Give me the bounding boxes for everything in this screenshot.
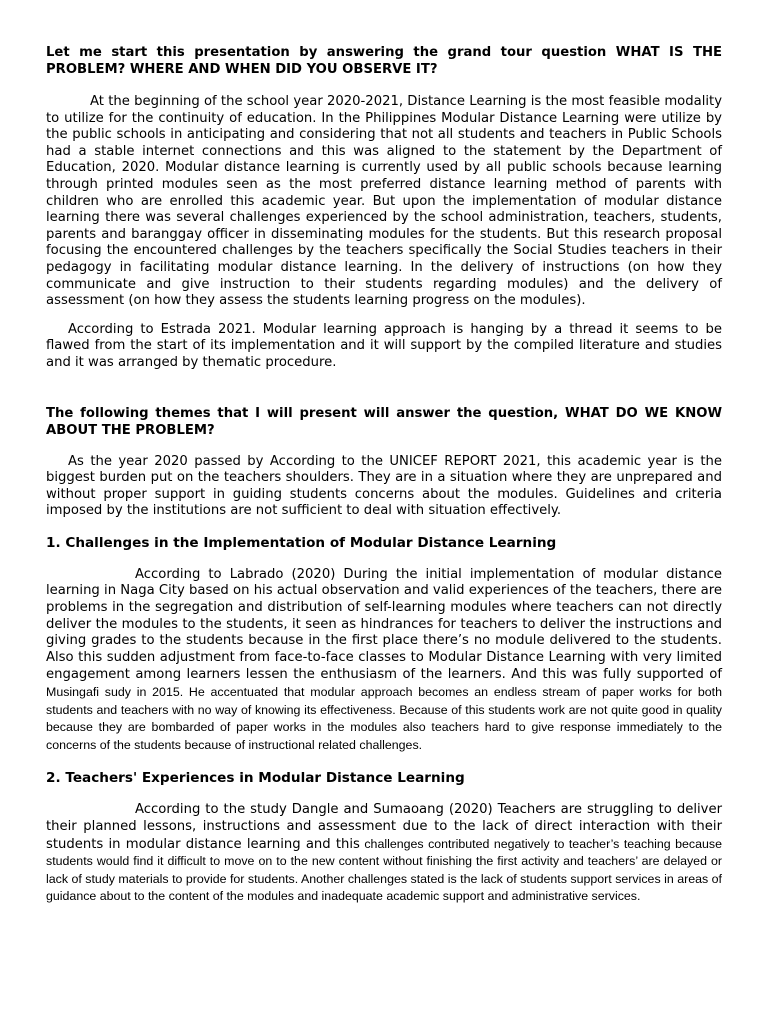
dangle-paragraph	[46, 802, 722, 906]
labrado-text: According to Labrado (2020) During the initial implementation of modular distance learning in Naga City based on his actual observation and valid experiences of the teachers, there are problems in the segregation and distribution of self-learning modules where teachers can not directly deliver the modules to the students, it seen as hindrances for teachers to deliver the instructions and giving grades to the students because in the first place there’s no module delivered to the students. Also this sudden adjustment from face-to-face classes to Modular Distance Learning with very limited engagement among learners lessen the enthusiasm of the learners. And this was fully supported of	[46, 566, 722, 683]
intro-paragraph: At the beginning of the school year 2020-2021, Distance Learning is the most feasible modality to utilize for the continuity of education. In the Philippines Modular Distance Learning were utilize by the public schools in anticipating and considering that not all students and teachers in Public Schools had a stable internet connections and this was aligned to the statement by the Department of Education, 2020. Modular distance learning is currently used by all public schools because learning through printed modules seen as the most preferred distance learning method of parents with children who are enrolled this academic year. But upon the implementation of modular distance learning there was several challenges experienced by the school administration, teachers, students, parents and baranggay officer in disseminating modules for the students. But this research proposal focusing the encountered challenges by the teachers specifically the Social Studies teachers in their pedagogy in facilitating modular distance learning. In the delivery of instructions (on how they communicate and give instruction to their students regarding modules) and the delivery of assessment (on how they assess the students learning progress on the modules).	[46, 94, 722, 309]
unicef-paragraph: As the year 2020 passed by According to the UNICEF REPORT 2021, this academic year is the biggest burden put on the teachers shoulders. They are in a situation where they are unprepared and without proper support in guiding students concerns about the modules. Guidelines and criteria imposed by the institutions are not sufficient to deal with situation effectively.	[46, 453, 722, 519]
musingafi-text: Musingafi sudy in 2015. He accentuated that modular approach becomes an endless stream of paper works for both students and teachers with no way of knowing its effectiveness. Because of this students work are not quite good in quality because they are bombarded of paper works in the modules also teachers hard to give response immediately to the concerns of the students because of instructional related challenges.	[46, 685, 722, 752]
grand-tour-question: Let me start this presentation by answering the grand tour question WHAT IS THE PROBLEM? WHERE AND WHEN DID YOU OBSERVE IT?	[46, 45, 722, 77]
section-heading-experiences: 2. Teachers' Experiences in Modular Distance Learning	[46, 770, 465, 787]
themes-question: The following themes that I will present will answer the question, WHAT DO WE KNOW ABOUT THE PROBLEM?	[46, 405, 722, 438]
section-heading-challenges: 1. Challenges in the Implementation of Modular Distance Learning	[46, 534, 557, 551]
challenges-text: challenges contributed negatively to teacher’s teaching because students would find it difficult to move on to the new content without finishing the first activity and teachers’ are delayed or lack of study materials to provide for students. Another challenges stated is the lack of students support services in areas of guidance about to the content of the modules and inadequate academic support and administrative services.	[46, 836, 722, 904]
dangle-text: According to the study Dangle and Sumaoang (2020) Teachers are struggling to deliver their planned lessons, instructions and assessment due to the lack of direct interaction with their students in modular distance learning and this	[46, 802, 722, 852]
estrada-paragraph: According to Estrada 2021. Modular learning approach is hanging by a thread it seems to be flawed from the start of its implementation and it will support by the compiled literature and studies and it was arranged by thematic procedure.	[46, 321, 722, 370]
labrado-paragraph	[46, 567, 722, 755]
